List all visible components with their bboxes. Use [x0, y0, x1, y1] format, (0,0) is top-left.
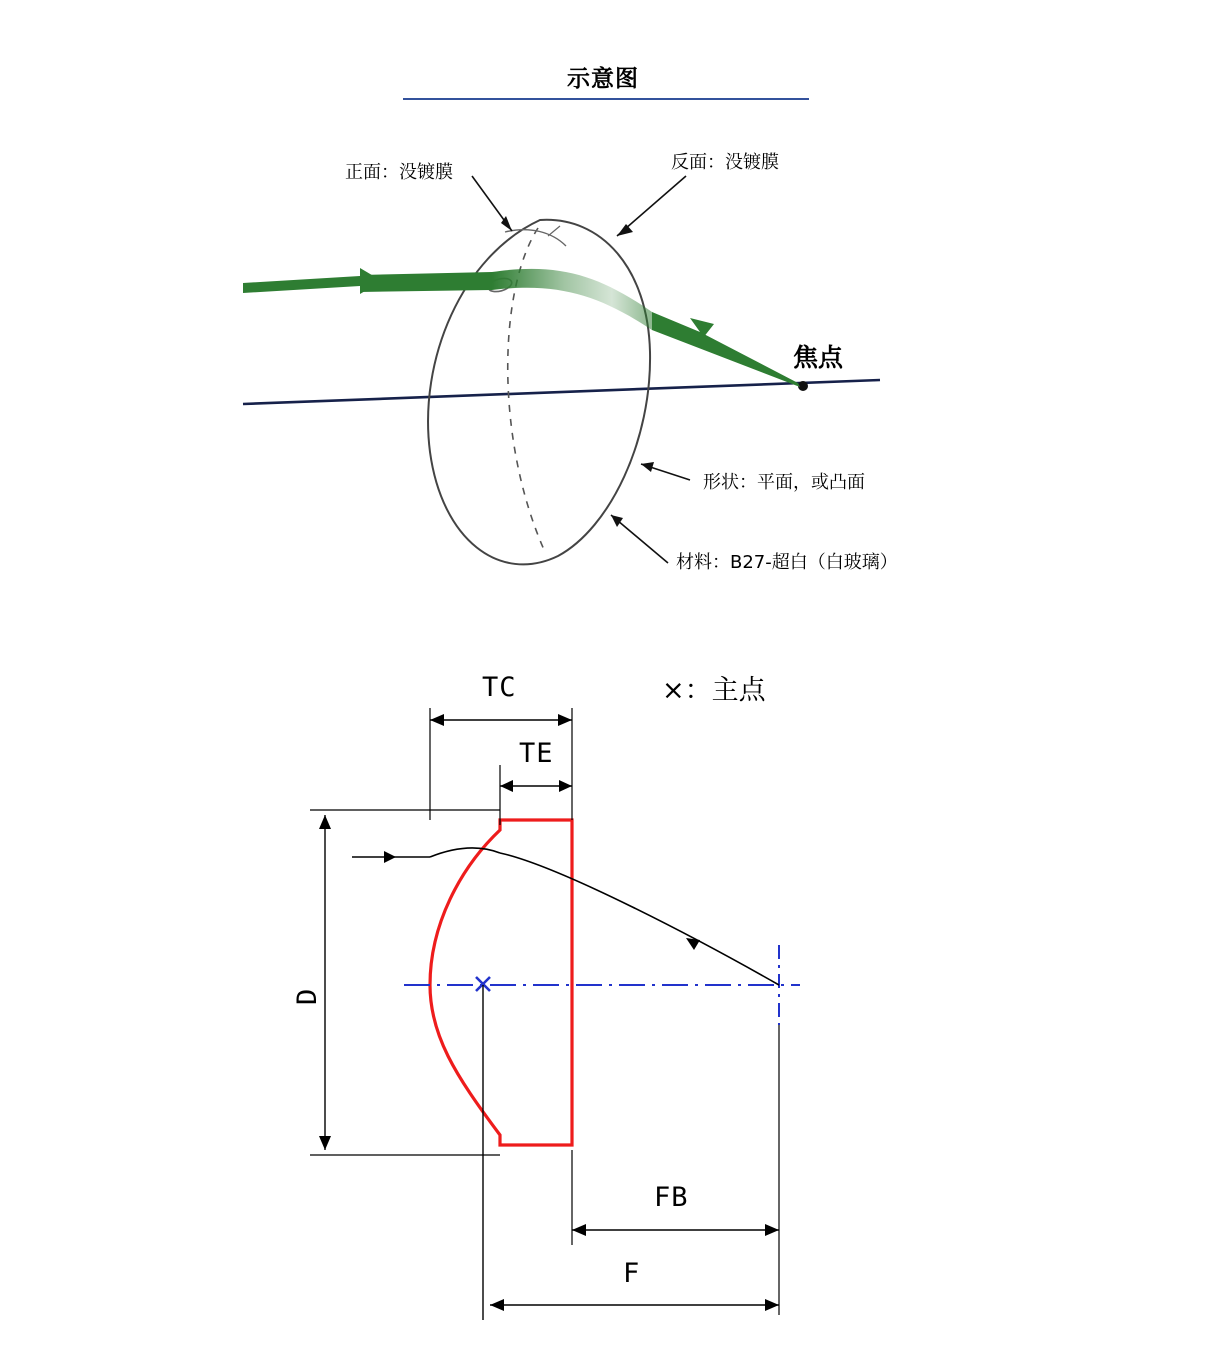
label-material: 材料：B27-超白（白玻璃）: [676, 552, 898, 573]
label-focus: 焦点: [793, 343, 844, 372]
leader-back-arrow: [617, 224, 633, 236]
top-arc-tick: [548, 226, 560, 236]
label-front-face: 正面：没镀膜: [345, 162, 453, 183]
refracted-ray-arrow: [686, 938, 700, 950]
incoming-ray-arrow: [384, 851, 396, 863]
legend-principal-point: ×：主点: [662, 675, 766, 706]
dim-label-tc: TC: [482, 672, 517, 703]
fb-arrow-left: [572, 1224, 586, 1236]
tc-arrow-right: [558, 714, 572, 726]
te-arrow-left: [500, 780, 513, 792]
leader-shape-arrow: [641, 462, 654, 472]
refracted-beam-inside: [492, 269, 652, 330]
leader-material-arrow: [611, 515, 623, 527]
ray-through-lens: [430, 848, 500, 857]
f-arrow-right: [765, 1299, 779, 1311]
page-title: 示意图: [567, 66, 639, 92]
optical-axis: [243, 380, 880, 404]
dim-label-te: TE: [519, 738, 554, 769]
exit-beam: [652, 312, 800, 387]
label-back-face: 反面：没镀膜: [671, 152, 779, 173]
te-arrow-right: [559, 780, 572, 792]
fb-arrow-right: [765, 1224, 779, 1236]
tc-arrow-left: [430, 714, 444, 726]
refracted-ray: [500, 853, 779, 985]
dim-label-f: F: [623, 1258, 641, 1289]
figure-perspective-lens: [0, 0, 1206, 640]
label-shape: 形状：平面，或凸面: [703, 472, 865, 493]
d-arrow-top: [319, 815, 331, 829]
lens-cross-section: [430, 820, 572, 1145]
d-arrow-bottom: [319, 1136, 331, 1150]
incoming-beam-2: [360, 272, 492, 292]
f-arrow-left: [490, 1299, 504, 1311]
figure-cross-section: [0, 620, 1206, 1359]
dim-label-d: D: [292, 987, 323, 1005]
dim-label-fb: FB: [654, 1182, 689, 1213]
